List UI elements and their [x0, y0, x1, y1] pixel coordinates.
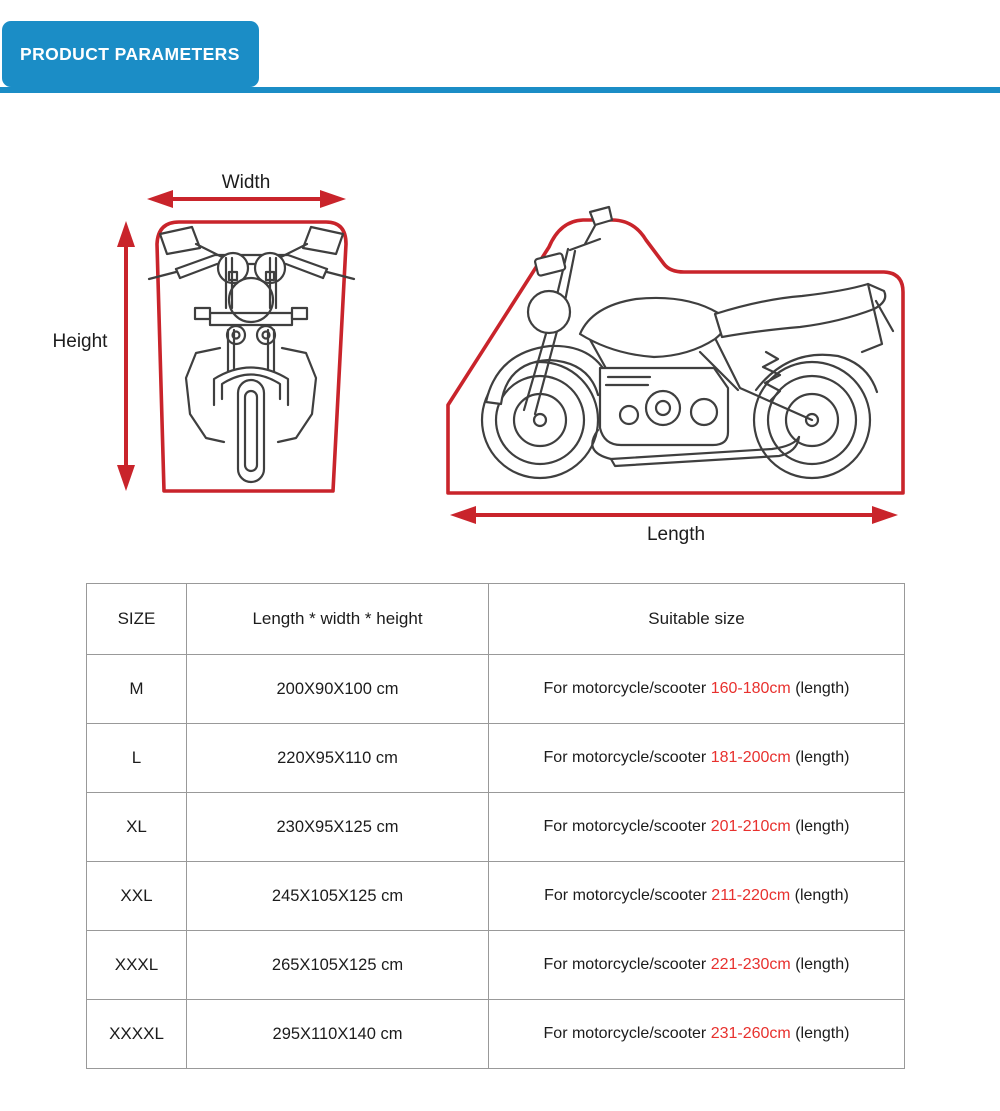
suitable-size-cell: [489, 931, 905, 1000]
suitable-size-cell: [489, 724, 905, 793]
suitable-prefix: For motorcycle/scooter: [543, 680, 707, 697]
dimensions-cell: 245X105X125 cm: [187, 862, 489, 931]
motorcycle-side-view: [482, 207, 893, 478]
height-dimension-label: Height: [52, 331, 108, 352]
suitable-prefix: For motorcycle/scooter: [544, 887, 707, 904]
table-row: [87, 655, 905, 724]
suitable-size-cell: [489, 655, 905, 724]
suitable-suffix: (length): [794, 887, 849, 904]
suitable-suffix: (length): [795, 818, 850, 835]
suitable-suffix: (length): [795, 956, 850, 973]
size-cell: XXXXL: [87, 1000, 187, 1069]
dimensions-cell: 230X95X125 cm: [187, 793, 489, 862]
suitable-suffix: (length): [795, 680, 850, 697]
suitable-prefix: For motorcycle/scooter: [543, 818, 707, 835]
col-header-suitable-size: Suitable size: [489, 584, 905, 655]
suitable-range-highlight: 201-210cm: [710, 818, 791, 835]
size-cell: XXXL: [87, 931, 187, 1000]
height-arrow: [117, 221, 135, 491]
suitable-range-highlight: 181-200cm: [710, 749, 791, 766]
suitable-range-highlight: 221-230cm: [710, 956, 791, 973]
dimensions-cell: 265X105X125 cm: [187, 931, 489, 1000]
suitable-range-highlight: 231-260cm: [710, 1025, 791, 1042]
dimensions-cell: 220X95X110 cm: [187, 724, 489, 793]
dimensions-cell: 295X110X140 cm: [187, 1000, 489, 1069]
size-cell: M: [87, 655, 187, 724]
banner-title: PRODUCT PARAMETERS: [20, 43, 240, 64]
size-cell: XL: [87, 793, 187, 862]
suitable-size-cell: [489, 862, 905, 931]
table-row: [87, 862, 905, 931]
size-table: [86, 583, 905, 1069]
suitable-suffix: (length): [795, 749, 850, 766]
table-header-row: [87, 584, 905, 655]
table-row: [87, 931, 905, 1000]
col-header-size: SIZE: [87, 584, 187, 655]
suitable-suffix: (length): [795, 1025, 850, 1042]
table-row: [87, 724, 905, 793]
suitable-prefix: For motorcycle/scooter: [543, 956, 707, 973]
suitable-size-cell: [489, 1000, 905, 1069]
motorcycle-front-view: [149, 227, 354, 482]
suitable-range-highlight: 211-220cm: [711, 887, 791, 904]
suitable-prefix: For motorcycle/scooter: [543, 1025, 707, 1042]
width-dimension-label: Width: [221, 172, 271, 193]
col-header-dimensions: Length * width * height: [187, 584, 489, 655]
suitable-prefix: For motorcycle/scooter: [543, 749, 707, 766]
suitable-size-cell: [489, 793, 905, 862]
length-dimension-label: Length: [646, 524, 706, 545]
table-row: [87, 793, 905, 862]
size-cell: L: [87, 724, 187, 793]
table-row: [87, 1000, 905, 1069]
dimensions-cell: 200X90X100 cm: [187, 655, 489, 724]
suitable-range-highlight: 160-180cm: [710, 680, 791, 697]
size-cell: XXL: [87, 862, 187, 931]
size-table-body: [87, 655, 905, 1069]
length-arrow: [450, 506, 898, 524]
